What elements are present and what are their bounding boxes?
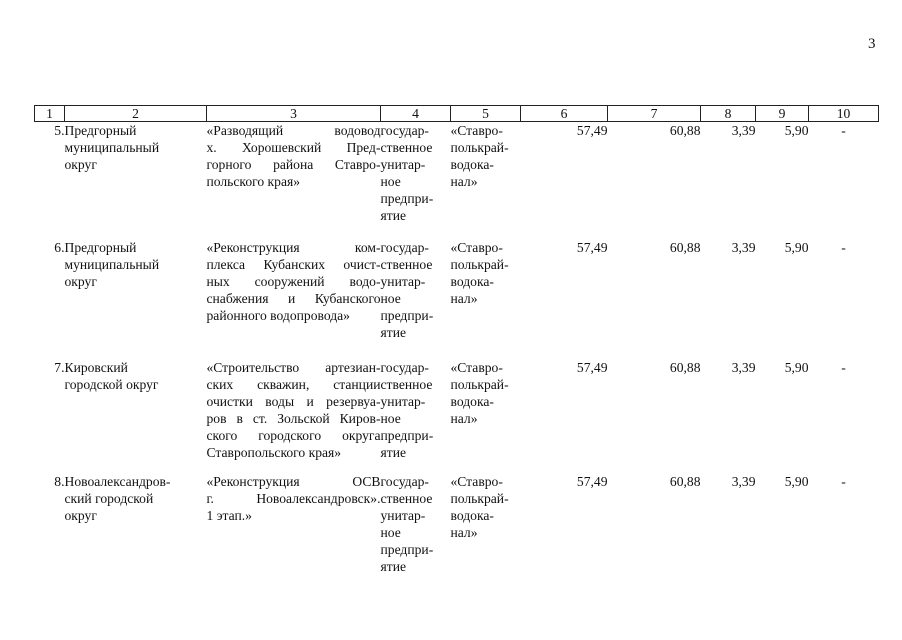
cell-line: ственное (380, 256, 433, 272)
value-col9: 5,90 (784, 123, 809, 138)
column-header: 8 (701, 106, 756, 122)
cell-line: государ- (380, 239, 429, 255)
value-col6: 57,49 (576, 473, 608, 489)
cell-line: горного района Ставро- (206, 157, 381, 172)
row-number: 7. (54, 359, 65, 375)
cell-line: плекса Кубанских очист- (206, 256, 381, 272)
cell-line: ский городской (64, 490, 154, 506)
value-col10: - (841, 359, 846, 375)
column-header: 10 (809, 106, 879, 122)
cell-line: снабжения и Кубанского (206, 290, 381, 306)
value-col8: 3,39 (731, 473, 756, 489)
cell-line: «Ставро- (450, 239, 503, 255)
cell-line: округ (64, 507, 97, 523)
value-col6: 57,49 (576, 123, 608, 138)
cell-line: ятие (380, 208, 407, 223)
cell-line: «Строительство артезиан- (206, 359, 381, 375)
value-col7: 60,88 (669, 123, 701, 138)
cell-line: Предгорный (64, 123, 137, 138)
value-col8: 3,39 (731, 123, 756, 138)
cell-line: предпри- (380, 307, 434, 323)
cell-line: ное (380, 290, 401, 306)
cell-line: водока- (450, 393, 494, 409)
org-name-cell (451, 473, 521, 575)
cell-line: «Ставро- (450, 359, 503, 375)
row-number: 8. (54, 473, 65, 489)
cell-line: нал» (450, 524, 478, 540)
table-row (35, 239, 879, 359)
data-table (34, 105, 879, 575)
object-cell (207, 122, 381, 239)
value-col7: 60,88 (669, 359, 701, 375)
cell-line: польского края» (206, 174, 301, 189)
cell-line: полькрай- (450, 256, 509, 272)
org-name-cell (451, 122, 521, 239)
cell-line: ное (380, 410, 401, 426)
cell-line: Новоалександров- (64, 473, 171, 489)
cell-line: «Ставро- (450, 123, 503, 138)
cell-line: «Реконструкция ком- (206, 239, 381, 255)
cell-line: нал» (450, 410, 478, 426)
cell-line: очистки воды и резервуа- (206, 393, 381, 409)
column-header: 2 (65, 106, 207, 122)
org-type-cell (381, 122, 451, 239)
row-number: 6. (54, 239, 65, 255)
value-col9: 5,90 (784, 239, 809, 255)
value-col8: 3,39 (731, 359, 756, 375)
header-row (35, 106, 879, 122)
cell-line: ров в ст. Зольской Киров- (206, 410, 381, 426)
value-col10: - (841, 239, 846, 255)
page-number: 3 (868, 36, 876, 52)
object-cell (207, 359, 381, 473)
table-row (35, 473, 879, 575)
column-header: 3 (207, 106, 381, 122)
org-type-cell (381, 473, 451, 575)
cell-line: полькрай- (450, 140, 509, 155)
cell-line: нал» (450, 174, 478, 189)
cell-line: ских скважин, станции (206, 376, 381, 392)
value-col10: - (841, 123, 846, 138)
cell-line: унитар- (380, 157, 426, 172)
cell-line: предпри- (380, 191, 434, 206)
cell-line: полькрай- (450, 376, 509, 392)
value-col7: 60,88 (669, 239, 701, 255)
cell-line: предпри- (380, 427, 434, 443)
cell-line: государ- (380, 473, 429, 489)
cell-line: государ- (380, 123, 429, 138)
cell-line: Ставропольского края» (206, 444, 342, 460)
value-col6: 57,49 (576, 359, 608, 375)
table-row (35, 122, 879, 239)
municipality-cell (65, 473, 207, 575)
cell-line: «Ставро- (450, 473, 503, 489)
column-header: 4 (381, 106, 451, 122)
cell-line: полькрай- (450, 490, 509, 506)
cell-line: Предгорный (64, 239, 137, 255)
cell-line: нал» (450, 290, 478, 306)
cell-line: Кировский (64, 359, 128, 375)
value-col6: 57,49 (576, 239, 608, 255)
cell-line: муниципальный (64, 140, 160, 155)
org-name-cell (451, 359, 521, 473)
cell-line: ственное (380, 490, 433, 506)
table-row (35, 359, 879, 473)
cell-line: 1 этап.» (206, 507, 252, 523)
municipality-cell (65, 359, 207, 473)
cell-line: х. Хорошевский Пред- (206, 140, 381, 155)
cell-line: муниципальный (64, 256, 160, 272)
value-col8: 3,39 (731, 239, 756, 255)
cell-line: водока- (450, 157, 494, 172)
org-type-cell (381, 359, 451, 473)
object-cell (207, 473, 381, 575)
cell-line: округ (64, 273, 97, 289)
cell-line: ных сооружений водо- (206, 273, 381, 289)
municipality-cell (65, 239, 207, 359)
column-header: 1 (35, 106, 65, 122)
value-col10: - (841, 473, 846, 489)
org-name-cell (451, 239, 521, 359)
cell-line: ского городского округа (206, 427, 381, 443)
cell-line: г. Новоалександровск». (206, 490, 381, 506)
cell-line: городской округ (64, 376, 159, 392)
cell-line: предпри- (380, 541, 434, 557)
cell-line: «Разводящий водовод (206, 123, 381, 138)
cell-line: ное (380, 524, 401, 540)
column-header: 6 (521, 106, 608, 122)
column-header: 9 (756, 106, 809, 122)
cell-line: водока- (450, 507, 494, 523)
cell-line: ятие (380, 444, 407, 460)
value-col9: 5,90 (784, 473, 809, 489)
cell-line: ятие (380, 558, 407, 574)
cell-line: унитар- (380, 507, 426, 523)
column-header: 5 (451, 106, 521, 122)
column-header: 7 (608, 106, 701, 122)
cell-line: «Реконструкция ОСВ (206, 473, 381, 489)
cell-line: ное (380, 174, 401, 189)
cell-line: округ (64, 157, 97, 172)
row-number: 5. (54, 123, 65, 138)
cell-line: ственное (380, 140, 433, 155)
value-col7: 60,88 (669, 473, 701, 489)
cell-line: унитар- (380, 273, 426, 289)
cell-line: ятие (380, 324, 407, 340)
value-col9: 5,90 (784, 359, 809, 375)
object-cell (207, 239, 381, 359)
cell-line: водока- (450, 273, 494, 289)
org-type-cell (381, 239, 451, 359)
cell-line: унитар- (380, 393, 426, 409)
cell-line: ственное (380, 376, 433, 392)
cell-line: районного водопровода» (206, 307, 350, 323)
cell-line: государ- (380, 359, 429, 375)
municipality-cell (65, 122, 207, 239)
